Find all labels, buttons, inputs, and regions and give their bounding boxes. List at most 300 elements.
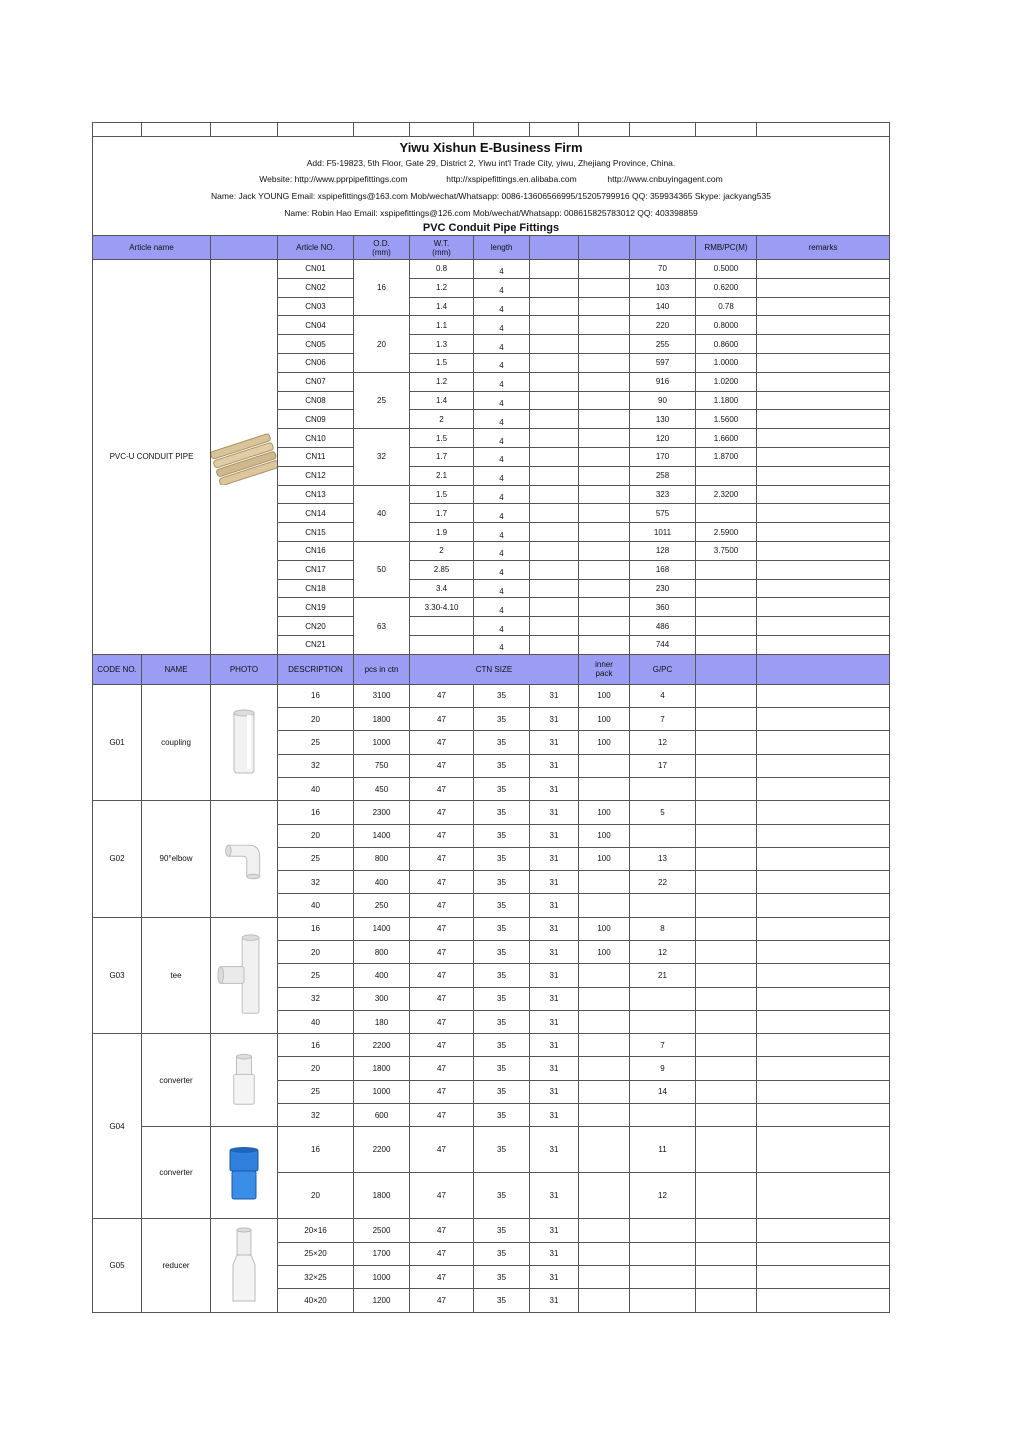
ctn-width: 35: [474, 871, 530, 894]
remarks-cell: [757, 754, 890, 777]
ctn-length: 47: [410, 801, 474, 824]
pipe-length: [474, 447, 530, 466]
ctn-height: 31: [530, 1127, 579, 1173]
article-no: CN04: [278, 316, 354, 335]
remarks-cell: [757, 1289, 890, 1312]
empty-cell: [579, 372, 630, 391]
wall-thickness: 1.5: [410, 353, 474, 372]
empty-cell: [696, 731, 757, 754]
description: 25: [278, 1080, 354, 1103]
ctn-width: 35: [474, 894, 530, 917]
price-rmb: [696, 560, 757, 579]
wall-thickness: 1.5: [410, 429, 474, 448]
header-name: NAME: [142, 654, 211, 684]
quantity: 220: [630, 316, 696, 335]
ctn-width: 35: [474, 1173, 530, 1219]
remarks-cell: [757, 297, 890, 316]
g-per-pc: 9: [630, 1057, 696, 1080]
remarks-cell: [757, 635, 890, 654]
pipe-row: [93, 260, 890, 279]
remarks-cell: [757, 847, 890, 870]
wall-thickness: 2.85: [410, 560, 474, 579]
empty-cell: [696, 708, 757, 731]
inner-pack: [579, 1127, 630, 1173]
ctn-width: 35: [474, 1219, 530, 1242]
inner-pack: 100: [579, 684, 630, 707]
pcs-in-ctn: 600: [354, 1104, 410, 1127]
remarks-cell: [757, 466, 890, 485]
description: 40: [278, 894, 354, 917]
pipe-length: [474, 260, 530, 279]
inner-pack: [579, 1010, 630, 1033]
wall-thickness: 1.4: [410, 297, 474, 316]
g-per-pc: 4: [630, 684, 696, 707]
inner-pack: [579, 1289, 630, 1312]
description: 16: [278, 684, 354, 707]
description: 25×20: [278, 1242, 354, 1265]
inner-pack: 100: [579, 801, 630, 824]
pipe-length: [474, 278, 530, 297]
remarks-cell: [757, 1219, 890, 1242]
fitting-photo-cell: [211, 684, 278, 800]
pipe-length: [474, 617, 530, 636]
wall-thickness: 1.5: [410, 485, 474, 504]
inner-pack: [579, 1265, 630, 1288]
fitting-code: G05: [93, 1219, 142, 1312]
ctn-height: 31: [530, 708, 579, 731]
tee-photo: [216, 932, 272, 1018]
price-rmb: 1.6600: [696, 429, 757, 448]
description: 20: [278, 708, 354, 731]
wall-thickness: 1.4: [410, 391, 474, 410]
pvc-pipe-bundle-photo: [211, 429, 277, 485]
outer-diameter: 40: [354, 485, 410, 541]
length-value: 4: [499, 380, 504, 390]
inner-pack: 100: [579, 917, 630, 940]
header-pcs-in-ctn: pcs in ctn: [354, 654, 410, 684]
header-inner-pack: inner pack: [579, 654, 630, 684]
price-rmb: [696, 598, 757, 617]
pipe-length: [474, 335, 530, 354]
length-value: 4: [499, 455, 504, 465]
quantity: 230: [630, 579, 696, 598]
length-value: 4: [499, 568, 504, 578]
article-no: CN20: [278, 617, 354, 636]
pipe-length: [474, 598, 530, 617]
empty-cell: [696, 1080, 757, 1103]
pcs-in-ctn: 2200: [354, 1127, 410, 1173]
inner-pack: [579, 1104, 630, 1127]
empty-cell: [696, 801, 757, 824]
description: 20: [278, 824, 354, 847]
empty-cell: [696, 1010, 757, 1033]
remarks-cell: [757, 1057, 890, 1080]
remarks-cell: [757, 684, 890, 707]
ctn-width: 35: [474, 1242, 530, 1265]
header-length: length: [474, 236, 530, 260]
empty-cell: [696, 1057, 757, 1080]
empty-cell: [530, 335, 579, 354]
article-no: CN18: [278, 579, 354, 598]
ctn-width: 35: [474, 1080, 530, 1103]
ctn-height: 31: [530, 1034, 579, 1057]
quantity: 360: [630, 598, 696, 617]
empty-cell: [579, 278, 630, 297]
ctn-height: 31: [530, 1265, 579, 1288]
header-photo: PHOTO: [211, 654, 278, 684]
remarks-cell: [757, 541, 890, 560]
description: 40: [278, 1010, 354, 1033]
ctn-length: 47: [410, 941, 474, 964]
remarks-cell: [757, 894, 890, 917]
empty-cell: [530, 541, 579, 560]
empty-cell: [530, 466, 579, 485]
price-rmb: [696, 504, 757, 523]
empty-cell: [579, 353, 630, 372]
ctn-height: 31: [530, 1104, 579, 1127]
remarks-cell: [757, 598, 890, 617]
pcs-in-ctn: 1000: [354, 1080, 410, 1103]
empty-cell: [530, 353, 579, 372]
address-line: Add: F5-19823, 5th Floor, Gate 29, District 2, Yiwu int'l Trade City, yiwu, Zhejiang Province, China.: [93, 155, 890, 171]
article-no: CN09: [278, 410, 354, 429]
quantity: 170: [630, 447, 696, 466]
price-rmb: 1.1800: [696, 391, 757, 410]
wall-thickness: 1.7: [410, 504, 474, 523]
pipe-article-name: PVC-U CONDUIT PIPE: [93, 260, 211, 655]
header-description: DESCRIPTION: [278, 654, 354, 684]
converter-photo: [230, 1052, 258, 1108]
g-per-pc: [630, 1219, 696, 1242]
empty-cell: [579, 598, 630, 617]
ctn-length: 47: [410, 847, 474, 870]
g-per-pc: 11: [630, 1127, 696, 1173]
ctn-height: 31: [530, 1219, 579, 1242]
inner-pack: [579, 894, 630, 917]
ctn-length: 47: [410, 894, 474, 917]
pcs-in-ctn: 1800: [354, 708, 410, 731]
ctn-height: 31: [530, 871, 579, 894]
ctn-length: 47: [410, 1010, 474, 1033]
ctn-length: 47: [410, 871, 474, 894]
length-value: 4: [499, 492, 504, 502]
fitting-row: [93, 1219, 890, 1242]
ctn-height: 31: [530, 1173, 579, 1219]
description: 40×20: [278, 1289, 354, 1312]
ctn-width: 35: [474, 1127, 530, 1173]
ctn-width: 35: [474, 1034, 530, 1057]
outer-diameter: 50: [354, 541, 410, 597]
empty-cell: [579, 391, 630, 410]
price-rmb: 1.8700: [696, 447, 757, 466]
description: 32: [278, 1104, 354, 1127]
description: 25: [278, 731, 354, 754]
price-rmb: 1.0200: [696, 372, 757, 391]
pipe-length: [474, 297, 530, 316]
ctn-length: 47: [410, 1173, 474, 1219]
inner-pack: [579, 1034, 630, 1057]
fitting-photo-cell: [211, 1219, 278, 1312]
website-link-3[interactable]: http://www.cnbuyingagent.com: [607, 174, 723, 184]
article-no: CN19: [278, 598, 354, 617]
ctn-height: 31: [530, 684, 579, 707]
empty-cell: [579, 297, 630, 316]
header-ctn-size: CTN SIZE: [410, 654, 579, 684]
length-value: 4: [499, 530, 504, 540]
pcs-in-ctn: 750: [354, 754, 410, 777]
inner-pack: 100: [579, 708, 630, 731]
header-article-no: Article NO.: [278, 236, 354, 260]
coupling-photo: [229, 707, 259, 777]
wall-thickness: 2.1: [410, 466, 474, 485]
empty-cell: [579, 504, 630, 523]
description: 25: [278, 964, 354, 987]
ctn-height: 31: [530, 824, 579, 847]
price-rmb: [696, 579, 757, 598]
empty-cell: [530, 429, 579, 448]
empty-cell: [530, 579, 579, 598]
empty-cell: [530, 410, 579, 429]
quantity: 70: [630, 260, 696, 279]
company-title: Yiwu Xishun E-Business Firm: [93, 137, 890, 156]
remarks-cell: [757, 1265, 890, 1288]
ctn-height: 31: [530, 847, 579, 870]
pipe-photo-cell: [211, 260, 278, 655]
remarks-cell: [757, 353, 890, 372]
pcs-in-ctn: 3100: [354, 684, 410, 707]
length-value: 4: [499, 342, 504, 352]
pcs-in-ctn: 1700: [354, 1242, 410, 1265]
description: 32×25: [278, 1265, 354, 1288]
ctn-width: 35: [474, 731, 530, 754]
inner-pack: [579, 1080, 630, 1103]
remarks-cell: [757, 777, 890, 800]
article-no: CN10: [278, 429, 354, 448]
blue-converter-photo: [224, 1141, 264, 1205]
outer-diameter: 32: [354, 429, 410, 485]
header-g-pc: G/PC: [630, 654, 696, 684]
empty-cell: [530, 447, 579, 466]
fitting-row: [93, 1034, 890, 1057]
g-per-pc: [630, 1242, 696, 1265]
empty-cell: [530, 260, 579, 279]
description: 16: [278, 1127, 354, 1173]
website-link-1[interactable]: Website: http://www.pprpipefittings.com: [259, 174, 408, 184]
ctn-height: 31: [530, 754, 579, 777]
empty-cell: [530, 278, 579, 297]
remarks-cell: [757, 278, 890, 297]
fitting-photo-cell: [211, 917, 278, 1033]
g-per-pc: 8: [630, 917, 696, 940]
pipe-length: [474, 391, 530, 410]
article-no: CN02: [278, 278, 354, 297]
g-per-pc: [630, 1289, 696, 1312]
ctn-width: 35: [474, 1289, 530, 1312]
wall-thickness: 1.3: [410, 335, 474, 354]
empty-cell: [579, 316, 630, 335]
length-value: 4: [499, 417, 504, 427]
ctn-width: 35: [474, 801, 530, 824]
website-link-2[interactable]: http://xspipefittings.en.alibaba.com: [446, 174, 577, 184]
ctn-length: 47: [410, 917, 474, 940]
fitting-row: [93, 684, 890, 707]
price-rmb: 0.78: [696, 297, 757, 316]
wall-thickness: 1.2: [410, 278, 474, 297]
wall-thickness: [410, 617, 474, 636]
ctn-length: 47: [410, 1080, 474, 1103]
empty-cell: [696, 684, 757, 707]
wall-thickness: [410, 635, 474, 654]
remarks-cell: [757, 987, 890, 1010]
contact-line-1: Name: Jack YOUNG Email: xspipefittings@163.com Mob/wechat/Whatsapp: 0086-13606566995/15205799916 QQ: 359934365 Skype: jackyang535: [93, 187, 890, 204]
inner-pack: [579, 1057, 630, 1080]
wall-thickness: 1.7: [410, 447, 474, 466]
price-rmb: 2.3200: [696, 485, 757, 504]
ctn-height: 31: [530, 917, 579, 940]
pipe-length: [474, 466, 530, 485]
ctn-length: 47: [410, 684, 474, 707]
price-rmb: 0.5000: [696, 260, 757, 279]
remarks-cell: [757, 523, 890, 542]
empty-cell: [579, 579, 630, 598]
pipe-length: [474, 410, 530, 429]
quantity: 90: [630, 391, 696, 410]
length-value: 4: [499, 436, 504, 446]
inner-pack: [579, 754, 630, 777]
ctn-width: 35: [474, 1265, 530, 1288]
fitting-code: G04: [93, 1034, 142, 1219]
quantity: 103: [630, 278, 696, 297]
inner-pack: [579, 871, 630, 894]
empty-cell: [530, 485, 579, 504]
article-no: CN01: [278, 260, 354, 279]
length-value: 4: [499, 474, 504, 484]
price-rmb: 1.0000: [696, 353, 757, 372]
pcs-in-ctn: 1400: [354, 824, 410, 847]
ctn-height: 31: [530, 1057, 579, 1080]
wall-thickness: 3.30-4.10: [410, 598, 474, 617]
ctn-length: 47: [410, 1104, 474, 1127]
article-no: CN17: [278, 560, 354, 579]
remarks-cell: [757, 485, 890, 504]
contact-line-2: Name: Robin Hao Email: xspipefittings@126.com Mob/wechat/Whatsapp: 008615825783012 QQ: 403398859: [93, 204, 890, 222]
fitting-code: G03: [93, 917, 142, 1033]
remarks-cell: [757, 708, 890, 731]
remarks-cell: [757, 1104, 890, 1127]
description: 25: [278, 847, 354, 870]
empty-cell: [530, 635, 579, 654]
remarks-cell: [757, 579, 890, 598]
price-rmb: 2.5900: [696, 523, 757, 542]
ctn-width: 35: [474, 987, 530, 1010]
empty-cell: [696, 777, 757, 800]
quantity: 258: [630, 466, 696, 485]
length-value: 4: [499, 549, 504, 559]
empty-cell: [530, 297, 579, 316]
pcs-in-ctn: 800: [354, 847, 410, 870]
empty-cell: [696, 1265, 757, 1288]
quantity: 255: [630, 335, 696, 354]
wall-thickness: 1.9: [410, 523, 474, 542]
article-no: CN12: [278, 466, 354, 485]
pipe-length: [474, 504, 530, 523]
empty-cell: [696, 1034, 757, 1057]
remarks-cell: [757, 964, 890, 987]
remarks-cell: [757, 941, 890, 964]
ctn-height: 31: [530, 941, 579, 964]
empty-cell: [530, 560, 579, 579]
empty-cell: [696, 847, 757, 870]
ctn-width: 35: [474, 1010, 530, 1033]
inner-pack: [579, 987, 630, 1010]
empty-cell: [696, 894, 757, 917]
fitting-code: G02: [93, 801, 142, 917]
description: 16: [278, 917, 354, 940]
ctn-length: 47: [410, 777, 474, 800]
empty-cell: [696, 1289, 757, 1312]
g-per-pc: [630, 1265, 696, 1288]
inner-pack: [579, 1219, 630, 1242]
g-per-pc: [630, 987, 696, 1010]
ctn-height: 31: [530, 1242, 579, 1265]
g-per-pc: [630, 777, 696, 800]
g-per-pc: 7: [630, 708, 696, 731]
remarks-cell: [757, 917, 890, 940]
g-per-pc: [630, 1010, 696, 1033]
article-no: CN13: [278, 485, 354, 504]
g-per-pc: [630, 824, 696, 847]
description: 20: [278, 941, 354, 964]
inner-pack: [579, 964, 630, 987]
ruler-row: [93, 123, 890, 137]
pipe-length: [474, 372, 530, 391]
length-value: 4: [499, 323, 504, 333]
ctn-length: 47: [410, 731, 474, 754]
pipe-length: [474, 316, 530, 335]
length-value: 4: [499, 267, 504, 277]
outer-diameter: 25: [354, 372, 410, 428]
length-value: 4: [499, 643, 504, 653]
ctn-width: 35: [474, 684, 530, 707]
remarks-cell: [757, 617, 890, 636]
header-price: RMB/PC(M): [696, 236, 757, 260]
fittings-header-row: [93, 654, 890, 684]
ctn-width: 35: [474, 1057, 530, 1080]
empty-cell: [579, 447, 630, 466]
empty-cell: [696, 1127, 757, 1173]
length-value: 4: [499, 398, 504, 408]
wall-thickness: 0.8: [410, 260, 474, 279]
empty-cell: [530, 598, 579, 617]
inner-pack: [579, 1173, 630, 1219]
pcs-in-ctn: 2500: [354, 1219, 410, 1242]
g-per-pc: 21: [630, 964, 696, 987]
quantity: 597: [630, 353, 696, 372]
length-value: 4: [499, 286, 504, 296]
ctn-width: 35: [474, 754, 530, 777]
empty-cell: [696, 917, 757, 940]
remarks-cell: [757, 335, 890, 354]
remarks-cell: [757, 1010, 890, 1033]
pipe-length: [474, 523, 530, 542]
article-no: CN08: [278, 391, 354, 410]
empty-cell: [696, 754, 757, 777]
price-rmb: [696, 635, 757, 654]
pcs-in-ctn: 1000: [354, 731, 410, 754]
g-per-pc: 13: [630, 847, 696, 870]
remarks-cell: [757, 1173, 890, 1219]
pcs-in-ctn: 400: [354, 964, 410, 987]
